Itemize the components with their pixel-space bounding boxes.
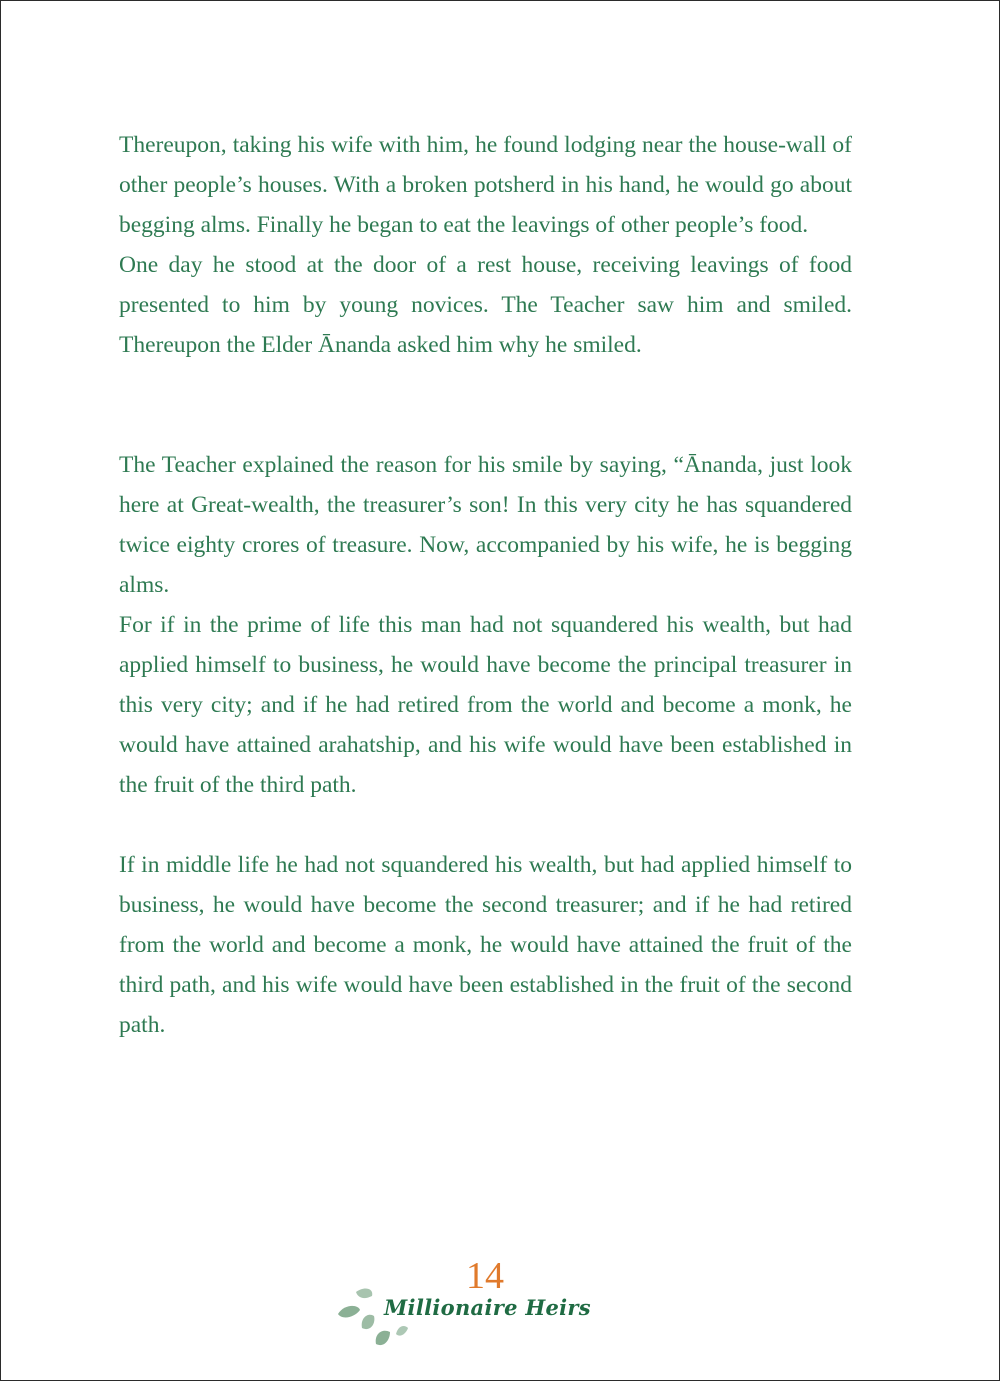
brand-title: Millionaire Heirs (384, 1295, 591, 1320)
paragraph-3: The Teacher explained the reason for his smile by saying, “Ānanda, just look here at Great-wealth, the treasurer’s son! In this very city he has squandered twice eighty crores of treasure. Now, accompanied by his wife, he is begging alms. (119, 452, 852, 598)
paragraph-1: Thereupon, taking his wife with him, he found lodging near the house-wall of other people’s houses. With a broken potsherd in his hand, he would go about begging alms. Finally he began to eat the leavings of other people’s food. (119, 132, 852, 238)
paragraph-4: For if in the prime of life this man had not squandered his wealth, but had applied himself to business, he would have become the principal treasurer in this very city; and if he had retired from the world and become a monk, he would have attained arahatship, and his wife would have been established in the fruit of the third path. (119, 612, 852, 798)
paragraph-2: One day he stood at the door of a rest house, receiving leavings of food presented to him by young novices. The Teacher saw him and smiled. Thereupon the Elder Ānanda asked him why he smiled. (119, 252, 852, 358)
paragraph-5: If in middle life he had not squandered his wealth, but had applied himself to business, he would have become the second treasurer; and if he had retired from the world and become a monk, he would have attained the fruit of the third path, and his wife would have been established in the fruit of the second path. (119, 852, 852, 1038)
paragraph-spacer (119, 805, 852, 845)
page-footer (0, 1252, 1000, 1362)
paragraph-spacer (119, 365, 852, 445)
page-body (119, 125, 852, 1045)
page-number: 14 (466, 1255, 504, 1297)
